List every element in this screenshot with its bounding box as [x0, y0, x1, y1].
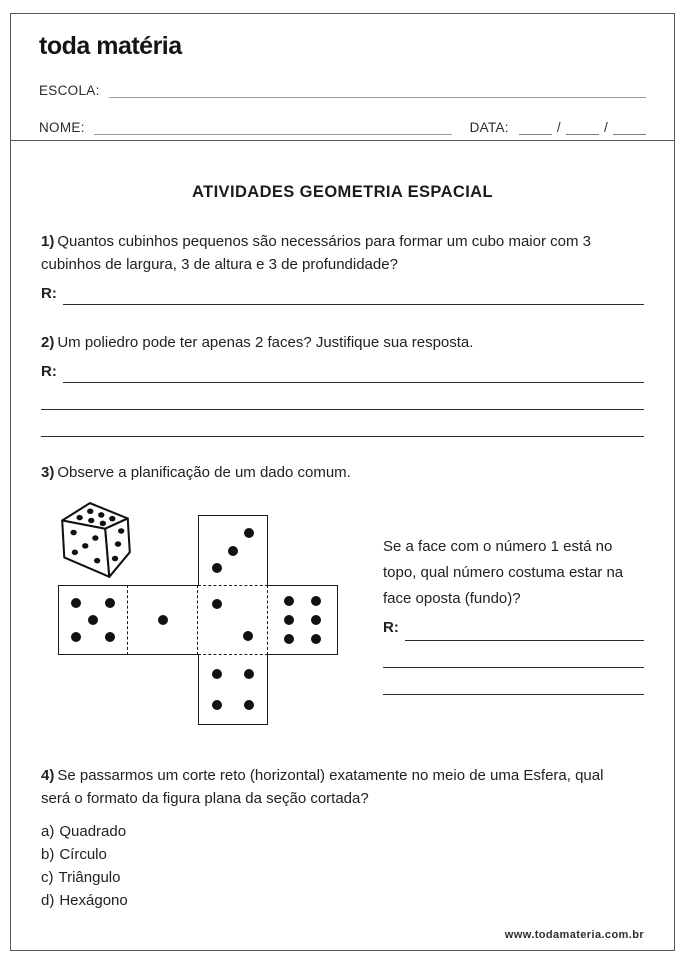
question-2-number: 2) [41, 334, 55, 351]
net-face-5 [58, 585, 128, 655]
die-pip [311, 596, 321, 606]
question-4-text: 4) Se passarmos um corte reto (horizontal) exatamente no meio de uma Esfera, qual será o formato da figura plana da seção cortada? [41, 767, 604, 807]
escola-label: ESCOLA: [39, 83, 100, 98]
question-2 [41, 331, 644, 437]
escola-row [39, 83, 646, 98]
question-3-answer-line [383, 619, 644, 641]
die-pip [244, 528, 254, 538]
die-pip [243, 631, 253, 641]
die-pip [212, 599, 222, 609]
question-1-number: 1) [41, 233, 55, 250]
question-2-text: 2) Um poliedro pode ter apenas 2 faces? Justifique sua resposta. [41, 334, 474, 351]
option-b: b) Círculo [41, 846, 107, 863]
option-c: c) Triângulo [41, 869, 121, 886]
date-separator: / [603, 120, 608, 135]
net-face-4 [198, 655, 268, 725]
dice-figure [41, 498, 644, 734]
die-pip [228, 546, 238, 556]
answer-write-line [41, 410, 644, 437]
die-pip [71, 632, 81, 642]
net-face-6 [268, 585, 338, 655]
die-pip [158, 615, 168, 625]
option-d: d) Hexágono [41, 892, 128, 909]
date-day-line [519, 121, 552, 135]
website-url: www.todamateria.com.br [504, 929, 644, 941]
question-3-side-text: Se a face com o número 1 está no topo, qual número costuma estar na face oposta (fundo)? [383, 538, 624, 607]
die-pip [88, 615, 98, 625]
question-1-answer-line [41, 283, 644, 305]
die-pip [105, 632, 115, 642]
die-pip [71, 598, 81, 608]
option-a: a) Quadrado [41, 823, 127, 840]
die-pip [311, 615, 321, 625]
die-net-figure [41, 498, 383, 734]
die-pip [212, 563, 222, 573]
die-pip [311, 634, 321, 644]
die-pip [212, 669, 222, 679]
die-pip [244, 700, 254, 710]
die-pip [284, 634, 294, 644]
answer-write-line [63, 289, 644, 305]
date-group [470, 120, 646, 135]
net-face-3 [198, 515, 268, 585]
header-box [10, 13, 675, 141]
net-face-1 [128, 585, 198, 655]
answer-write-line [405, 625, 644, 641]
nome-write-line [94, 121, 452, 135]
escola-write-line [109, 84, 646, 98]
die-pip [212, 700, 222, 710]
worksheet-box [10, 140, 675, 951]
nome-label: NOME: [39, 120, 85, 135]
data-label: DATA: [469, 120, 509, 135]
question-4-number: 4) [41, 767, 55, 784]
answer-write-line [383, 641, 644, 668]
answer-write-line [41, 383, 644, 410]
worksheet-title: ATIVIDADES GEOMETRIA ESPACIAL [192, 183, 493, 201]
date-year-line [613, 121, 646, 135]
question-4 [41, 764, 644, 912]
question-1 [41, 230, 644, 305]
question-3-text: 3) Observe a planificação de um dado comum. [41, 464, 351, 481]
die-pip [284, 596, 294, 606]
die-3d-figure [53, 498, 139, 584]
answer-label: R: [383, 619, 399, 636]
date-separator: / [556, 120, 561, 135]
answer-label: R: [41, 363, 57, 380]
date-month-line [566, 121, 599, 135]
question-3-side [383, 534, 644, 734]
die-pip [105, 598, 115, 608]
nome-row [39, 120, 646, 135]
answer-label: R: [41, 285, 57, 302]
question-1-text: 1) Quantos cubinhos pequenos são necessários para formar um cubo maior com 3 cubinhos de largura, 3 de altura e 3 de profundidade? [41, 233, 591, 273]
question-4-options [41, 820, 644, 912]
answer-write-line [383, 668, 644, 695]
answer-write-line [63, 367, 644, 383]
question-3-number: 3) [41, 464, 55, 481]
brand-logo: toda matéria [39, 32, 182, 60]
question-3 [41, 461, 644, 734]
die-pip [244, 669, 254, 679]
question-2-answer-line [41, 361, 644, 383]
net-face-2 [198, 585, 268, 655]
die-pip [284, 615, 294, 625]
